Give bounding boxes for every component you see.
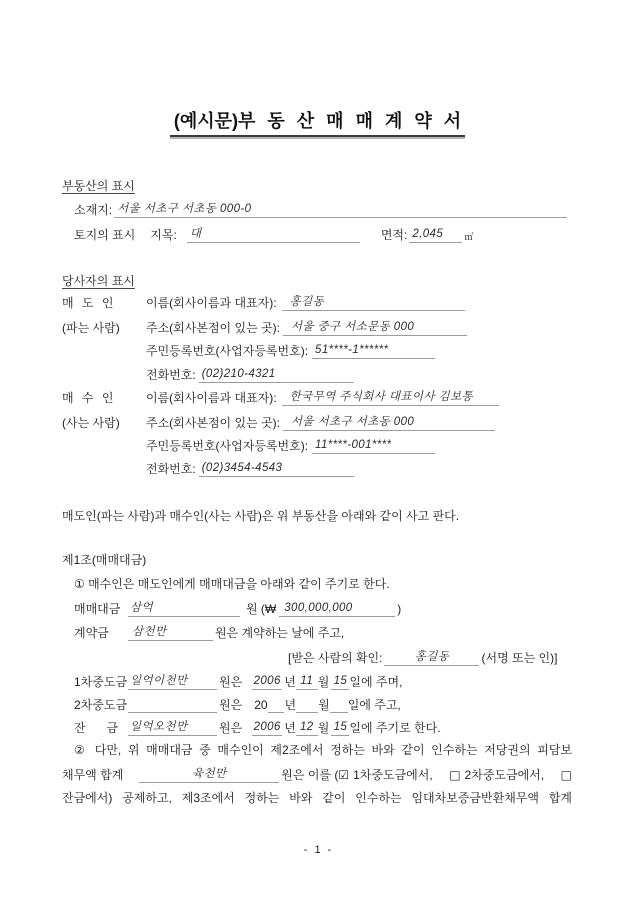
article1-heading: 제1조(매매대금) xyxy=(62,553,147,567)
buyer-reg-label: 주민등록번호(사업자등록번호): xyxy=(146,439,309,453)
empty-box-icon: □ xyxy=(449,768,461,782)
payment-row-balance xyxy=(74,718,441,736)
seller-phone-row xyxy=(146,365,354,383)
seller-name-label: 이름(회사이름과 대표자): xyxy=(146,296,277,310)
location-label: 소재지: xyxy=(74,203,113,217)
seller-role: 매 도 인 xyxy=(62,296,114,310)
price-label: 매매대금 xyxy=(74,602,121,616)
empty-box-icon: □ xyxy=(560,768,572,782)
payment-2-amount-field xyxy=(128,697,217,713)
clause2-line3: 잔금에서) 공제하고, 제3조에서 정하는 바와 같이 인수하는 임대차보증금반환채무액 합계 xyxy=(62,791,572,805)
option-second-interim-label: 2차중도금에서, xyxy=(464,768,545,782)
payment-2-year-prefix: 20 xyxy=(254,698,268,712)
balance-amount-field: 일억오천만 xyxy=(128,720,217,736)
parties-heading: 당사자의 표시 xyxy=(62,274,135,288)
payment-2-year-unit: 년 xyxy=(284,698,297,712)
seller-role-note: (파는 사람) xyxy=(62,321,120,335)
clause2-line2 xyxy=(62,765,572,783)
price-number-field: 300,000,000 xyxy=(279,601,395,617)
seller-reg-row xyxy=(146,341,435,359)
buyer-name-label: 이름(회사이름과 대표자): xyxy=(146,391,277,405)
location-field: 서울 서초구 서초동 000-0 xyxy=(114,202,567,218)
payment-1-amount-field: 일억이천만 xyxy=(128,674,217,690)
buyer-reg-row xyxy=(146,436,435,454)
buyer-role: 매 수 인 xyxy=(62,391,114,405)
balance-year-field: 2006 xyxy=(252,720,282,736)
receipt-signer-field: 홍길동 xyxy=(384,650,479,666)
option-first-interim-label: 1차중도금에서, xyxy=(353,768,433,782)
buyer-phone-row xyxy=(146,459,354,477)
clause2-debt-label: 채무액 합계 xyxy=(62,768,124,782)
clause2-debt-field: 육천만 xyxy=(139,767,279,783)
land-label: 토지의 표시 xyxy=(74,228,136,242)
buyer-reg-field: 11****-001**** xyxy=(312,438,435,454)
buyer-phone-label: 전화번호: xyxy=(146,462,196,476)
buyer-name-field: 한국무역 주식회사 대표이사 김보통 xyxy=(282,390,499,406)
location-row xyxy=(74,200,567,218)
price-close-paren: ) xyxy=(397,602,402,616)
receipt-prefix: [받은 사람의 확인: xyxy=(288,651,383,665)
payment-2-year-field xyxy=(268,697,284,713)
deduction-options xyxy=(338,767,572,783)
payment-2-won: 원은 xyxy=(219,698,243,712)
category-field: 대 xyxy=(187,227,360,243)
payment-2-month-field xyxy=(296,697,318,713)
payment-1-year-unit: 년 xyxy=(284,675,296,689)
page-number: - 1 - xyxy=(303,844,332,856)
option-balance xyxy=(561,767,572,783)
buyer-role-note: (사는 사람) xyxy=(62,416,120,430)
seller-address-label: 주소(회사본점이 있는 곳): xyxy=(146,321,280,335)
payment-1-won: 원은 xyxy=(219,675,243,689)
receipt-suffix: (서명 또는 인)] xyxy=(481,651,558,665)
payment-1-month-unit: 월 xyxy=(317,675,330,689)
price-row xyxy=(74,599,401,617)
agreement-text: 매도인(파는 사람)과 매수인(사는 사람)은 위 부동산을 아래와 같이 사고 판다. xyxy=(62,509,460,523)
payment-row-2 xyxy=(74,695,401,713)
deposit-label: 계약금 xyxy=(74,626,109,640)
balance-day-field: 15 xyxy=(331,720,349,736)
article1-clause1: ① 매수인은 매도인에게 매매대금을 아래와 같이 주기로 한다. xyxy=(74,577,390,591)
payment-1-label: 1차중도금 xyxy=(74,675,128,689)
seller-phone-label: 전화번호: xyxy=(146,368,196,382)
payment-2-tail: 일에 주고, xyxy=(347,698,401,712)
deposit-text: 원은 계약하는 날에 주고, xyxy=(215,626,345,640)
option-second-interim xyxy=(449,767,544,783)
clause2-line2-text: 원은 이를 ( xyxy=(281,768,339,782)
buyer-phone-field: (02)3454-4543 xyxy=(199,461,354,477)
category-label: 지목: xyxy=(150,228,177,242)
clause2-line1: ② 다만, 위 매매대금 중 매수인이 제2조에서 정하는 바와 같이 인수하는 저당권의 피담보 xyxy=(74,743,572,757)
payment-2-label: 2차중도금 xyxy=(74,698,128,712)
option-first-interim xyxy=(338,767,432,783)
buyer-address-row xyxy=(146,413,495,431)
balance-tail: 일에 주기로 한다. xyxy=(349,721,441,735)
balance-label: 잔 금 xyxy=(74,721,118,735)
deposit-row xyxy=(74,623,344,641)
seller-phone-field: (02)210-4321 xyxy=(199,367,354,383)
payment-1-month-field: 11 xyxy=(296,674,318,690)
balance-won: 원은 xyxy=(219,721,243,735)
area-label: 면적: xyxy=(380,228,408,242)
payment-1-year-field: 2006 xyxy=(252,674,282,690)
balance-month-field: 12 xyxy=(296,720,318,736)
balance-year-unit: 년 xyxy=(284,721,296,735)
price-text-field: 삼억 xyxy=(128,601,240,617)
area-unit: ㎡ xyxy=(464,232,474,242)
seller-reg-label: 주민등록번호(사업자등록번호): xyxy=(146,344,309,358)
seller-address-row xyxy=(146,318,467,336)
receipt-row xyxy=(288,648,557,666)
property-heading: 부동산의 표시 xyxy=(62,179,135,193)
seller-name-field: 홍길동 xyxy=(282,295,465,311)
buyer-name-row xyxy=(146,388,499,406)
buyer-address-field: 서울 서초구 서초동 000 xyxy=(283,415,495,431)
buyer-address-label: 주소(회사본점이 있는 곳): xyxy=(146,416,280,430)
payment-2-day-field xyxy=(330,697,348,713)
payment-1-day-field: 15 xyxy=(331,674,349,690)
price-won-text: 원 (₩ xyxy=(246,602,277,616)
document-title: (예시문)부 동 산 매 매 계 약 서 xyxy=(170,110,465,137)
title-area xyxy=(0,110,635,137)
land-row xyxy=(74,225,473,243)
checked-box-icon: ☑ xyxy=(338,768,350,782)
payment-row-1 xyxy=(74,672,402,690)
seller-name-row xyxy=(146,293,465,311)
seller-address-field: 서울 중구 서소문동 000 xyxy=(283,320,467,336)
area-field: 2,045 xyxy=(409,227,462,243)
seller-reg-field: 51****-1****** xyxy=(312,343,435,359)
deposit-field: 삼천만 xyxy=(128,625,213,641)
balance-month-unit: 월 xyxy=(317,721,330,735)
payment-2-month-unit: 월 xyxy=(318,698,330,712)
payment-1-tail: 일에 주며, xyxy=(349,675,403,689)
